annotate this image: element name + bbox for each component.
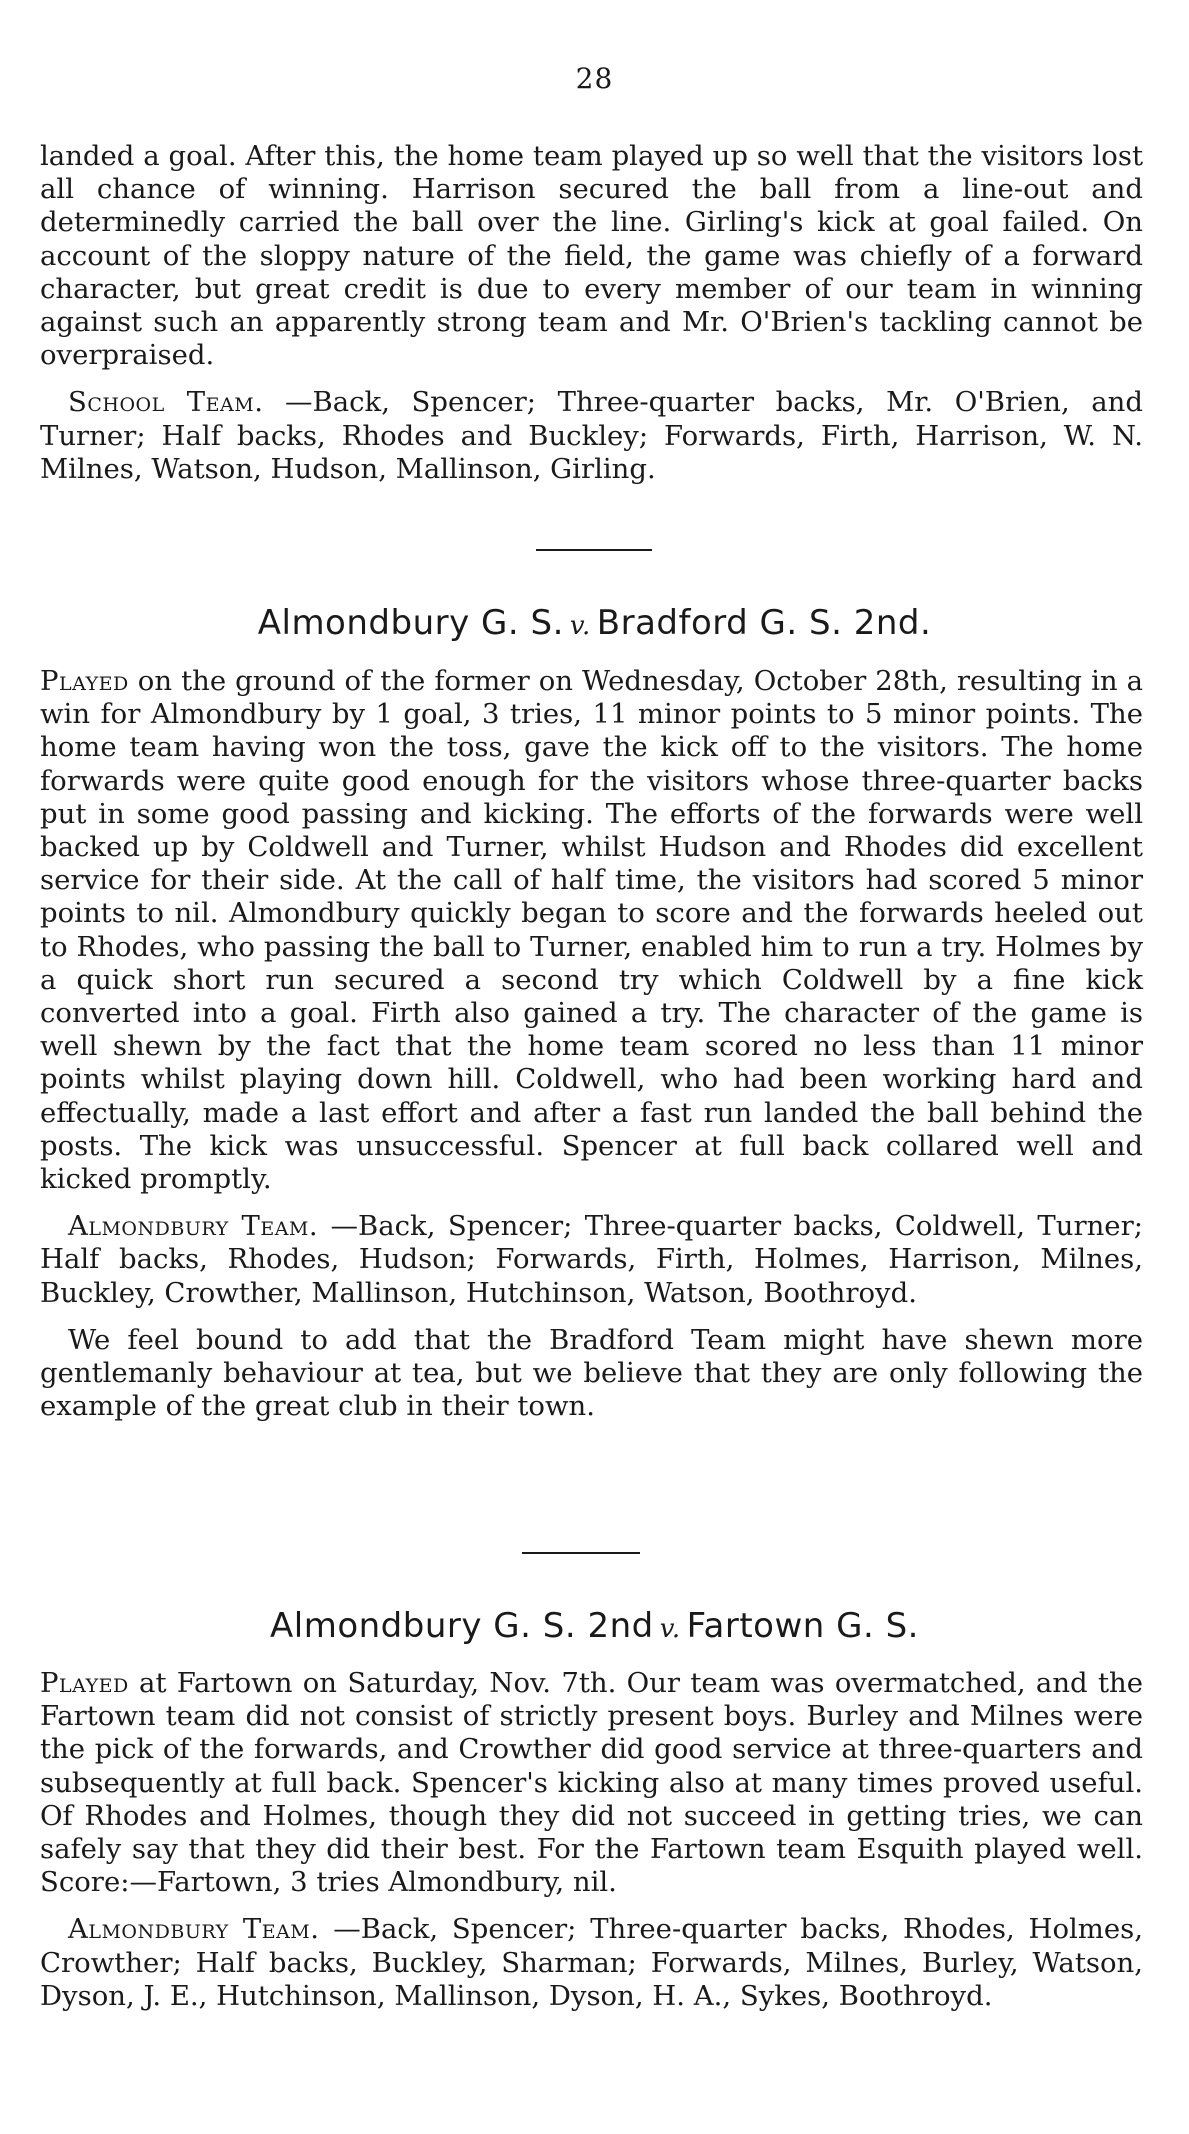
lead-word: Played	[40, 665, 129, 697]
lead-word: Played	[40, 1667, 129, 1699]
team-lineup	[40, 1913, 1143, 2013]
match-heading	[0, 603, 1189, 643]
match-report-paragraph	[40, 1667, 1143, 1899]
match-report-section	[40, 1667, 1143, 2013]
match-report-section	[40, 665, 1143, 1423]
team-text: —Back, Spencer; Three-quarter backs, Mr. O'Brien, and Turner; Half backs, Rhodes and Buckley; Forwards, Firth, Harrison, W. N. Milnes, Watson, Hudson, Mallinson, Girling.	[40, 386, 1143, 485]
heading-versus: v.	[659, 1614, 681, 1644]
match-report-paragraph	[40, 665, 1143, 1196]
heading-team-away: Bradford G. S. 2nd.	[596, 603, 932, 643]
heading-team-home: Almondbury G. S. 2nd	[270, 1606, 654, 1646]
page-number: 28	[575, 62, 614, 95]
editorial-note: We feel bound to add that the Bradford Team might have shewn more gentlemanly behaviour at tea, but we believe that they are only following the example of the great club in their town.	[40, 1323, 1143, 1423]
section-divider	[522, 1552, 640, 1554]
heading-team-home: Almondbury G. S.	[257, 603, 564, 643]
team-lineup	[40, 1210, 1143, 1310]
continuation-section	[40, 140, 1143, 486]
report-text: on the ground of the former on Wednesday, October 28th, resulting in a win for Almondbury by 1 goal, 3 tries, 11 minor points to 5 minor points. The home team having won the toss, gave the kick off to the visitors. The home forwards were quite good enough for the visitors whose three-quarter backs put in some good passing and kicking. The efforts of the forwards were well backed up by Coldwell and Turner, whilst Hudson and Rhodes did excellent service for their side. At the call of half time, the visitors had scored 5 minor points to nil. Almondbury quickly began to score and the forwards heeled out to Rhodes, who passing the ball to Turner, enabled him to run a try. Holmes by a quick short run secured a second try which Coldwell by a fine kick converted into a goal. Firth also gained a try. The character of the game is well shewn by the fact that the home team scored no less than 11 minor points whilst playing down hill. Coldwell, who had been working hard and effectually, made a last effort and after a fast run landed the ball behind the posts. The kick was unsuccessful. Spencer at full back collared well and kicked promptly.	[40, 665, 1144, 1196]
continuation-paragraph: landed a goal. After this, the home team played up so well that the visitors lost all chance of winning. Harrison secured the ball from a line-out and determinedly carried the ball over the line. Girling's kick at goal failed. On account of the sloppy nature of the field, the game was chiefly of a forward character, but great credit is due to every member of our team in winning against such an apparently strong team and Mr. O'Brien's tackling cannot be overpraised.	[40, 140, 1143, 372]
section-divider	[536, 549, 652, 551]
team-label: School Team.	[68, 386, 264, 419]
heading-versus: v.	[569, 611, 591, 641]
team-label: Almondbury Team.	[68, 1210, 319, 1243]
match-heading	[0, 1606, 1189, 1646]
team-label: Almondbury Team.	[68, 1913, 320, 1946]
heading-team-away: Fartown G. S.	[686, 1606, 919, 1646]
school-team-lineup	[40, 386, 1143, 486]
team-text: —Back, Spencer; Three-quarter backs, Coldwell, Turner; Half backs, Rhodes, Hudson; Forwards, Firth, Holmes, Harrison, Milnes, Buckley, Crowther, Mallinson, Hutchinson, Watson, Boothroyd.	[40, 1210, 1143, 1309]
report-text: at Fartown on Saturday, Nov. 7th. Our team was overmatched, and the Fartown team did not consist of strictly present boys. Burley and Milnes were the pick of the forwards, and Crowther did good service at three-quarters and subsequently at full back. Spencer's kicking also at many times proved useful. Of Rhodes and Holmes, though they did not succeed in getting tries, we can safely say that they did their best. For the Fartown team Esquith played well. Score:—Fartown, 3 tries Almondbury, nil.	[40, 1667, 1143, 1899]
team-text: —Back, Spencer; Three-quarter backs, Rhodes, Holmes, Crowther; Half backs, Buckley, Sharman; Forwards, Milnes, Burley, Watson, Dyson, J. E., Hutchinson, Mallinson, Dyson, H. A., Sykes, Boothroyd.	[40, 1913, 1143, 2012]
